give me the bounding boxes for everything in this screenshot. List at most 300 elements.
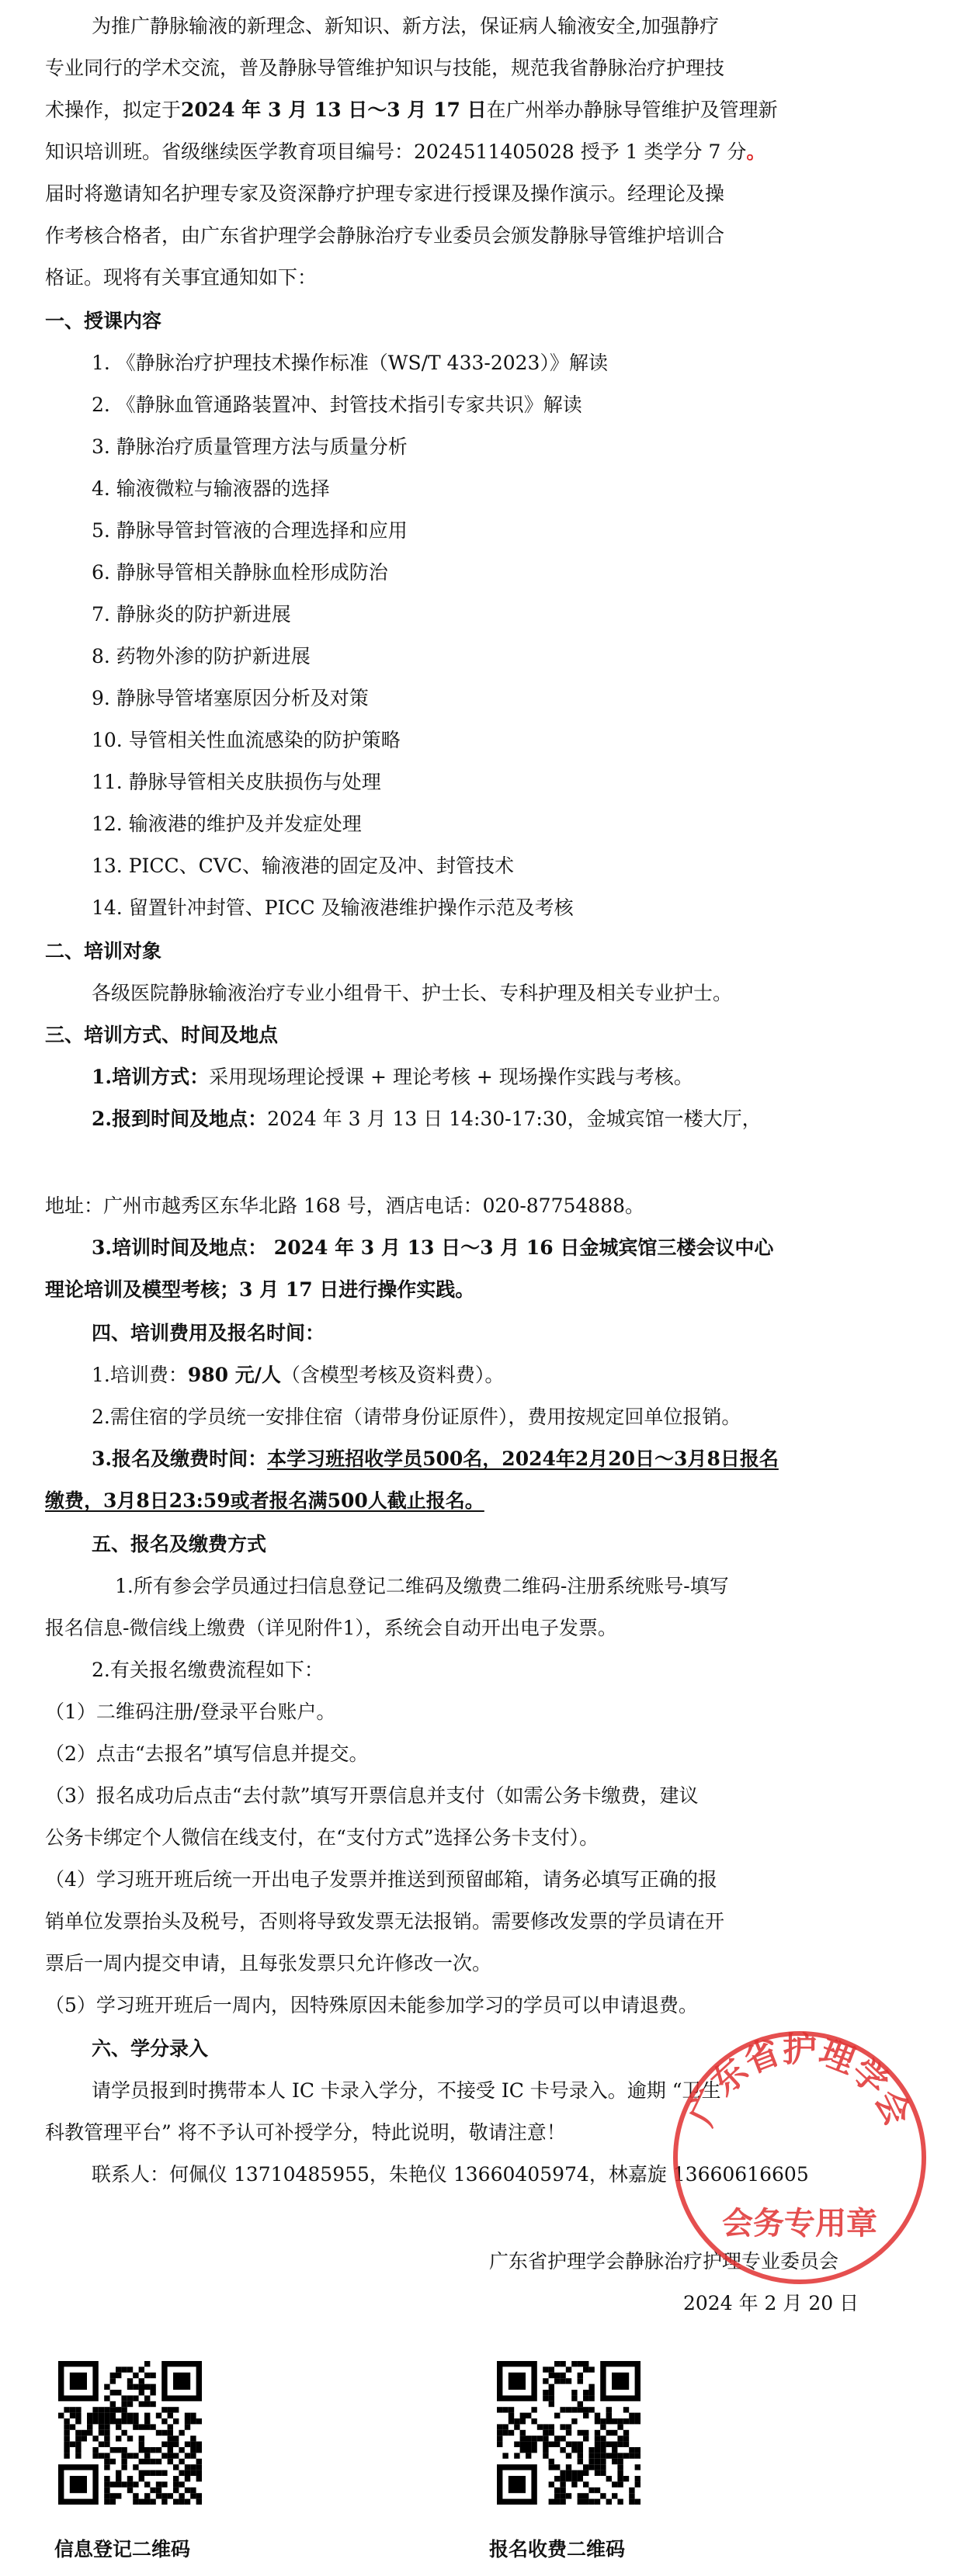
qr-module xyxy=(583,2390,588,2395)
qr-module xyxy=(127,2366,133,2372)
qr-module xyxy=(578,2361,583,2366)
qr-module xyxy=(566,2493,571,2498)
qr-module xyxy=(578,2378,583,2384)
qr-module xyxy=(110,2378,116,2384)
deadline-text: 本学习班招收学员500名，2024年2月20日～3月8日报名 xyxy=(267,1447,779,1470)
qr-module xyxy=(144,2361,150,2366)
qr-module xyxy=(70,2413,75,2418)
qr-module xyxy=(566,2453,571,2458)
qr-module xyxy=(571,2442,577,2447)
qr-module xyxy=(583,2366,588,2372)
qr-module xyxy=(549,2499,554,2505)
qr-module xyxy=(133,2413,138,2418)
qr-module xyxy=(156,2447,161,2453)
qr-module xyxy=(121,2447,127,2453)
qr-module xyxy=(549,2373,554,2378)
method-label: 1.培训方式： xyxy=(92,1066,210,1088)
qr-module xyxy=(606,2476,612,2481)
qr-module xyxy=(99,2407,104,2412)
qr-module xyxy=(127,2378,133,2384)
qr-module xyxy=(64,2442,69,2447)
qr-module xyxy=(116,2390,121,2395)
qr-module xyxy=(156,2459,161,2464)
qr-module xyxy=(190,2442,196,2447)
qr-module xyxy=(502,2407,508,2412)
qr-module xyxy=(560,2436,565,2441)
qr-module xyxy=(116,2493,121,2498)
qr-module xyxy=(588,2499,594,2505)
qr-code-payment xyxy=(497,2361,641,2505)
qr-module xyxy=(168,2413,173,2418)
qr-module xyxy=(537,2424,543,2429)
qr-module xyxy=(571,2447,577,2453)
qr-module xyxy=(635,2453,641,2458)
qr-module xyxy=(110,2401,116,2407)
qr-module xyxy=(173,2481,179,2487)
qr-module xyxy=(92,2407,98,2412)
qr-module xyxy=(185,2413,190,2418)
qr-module xyxy=(606,2407,612,2412)
intro-line: 格证。现将有关事宜通知如下： xyxy=(45,266,318,289)
credit-line: 科教管理平台” 将不予认可补授学分，特此说明，敬请注意！ xyxy=(45,2121,566,2144)
qr-module xyxy=(144,2499,150,2505)
qr-module xyxy=(549,2442,554,2447)
qr-module xyxy=(121,2401,127,2407)
qr-module xyxy=(520,2436,526,2441)
qr-module xyxy=(185,2442,190,2447)
qr-module xyxy=(595,2488,600,2493)
qr-finder-module xyxy=(612,2373,629,2390)
qr-module xyxy=(571,2361,577,2366)
qr-finder-module xyxy=(173,2373,190,2390)
qr-module xyxy=(185,2424,190,2429)
method-line xyxy=(92,1065,693,1090)
qr-module xyxy=(560,2407,565,2412)
qr-module xyxy=(623,2453,629,2458)
qr-module xyxy=(554,2476,560,2481)
qr-module xyxy=(121,2418,127,2424)
qr-module xyxy=(110,2499,116,2505)
qr-module xyxy=(629,2413,634,2418)
seal-top-text: 广东省护理学会 xyxy=(682,2030,918,2132)
qr-module xyxy=(588,2384,594,2390)
qr-module xyxy=(566,2476,571,2481)
qr-module xyxy=(161,2499,167,2505)
intro-line xyxy=(45,98,778,123)
step-line: （4）学习班开班后统一开出电子发票并推送到预留邮箱，请务必填写正确的报 xyxy=(45,1868,717,1891)
qr-module xyxy=(554,2464,560,2470)
qr-module xyxy=(179,2470,184,2476)
qr-finder-module xyxy=(70,2373,87,2390)
qr-module xyxy=(560,2361,565,2366)
qr-module xyxy=(110,2481,116,2487)
section-heading: 三、培训方式、时间及地点 xyxy=(45,1024,279,1046)
qr-module xyxy=(196,2442,202,2447)
qr-module xyxy=(150,2384,155,2390)
qr-module xyxy=(578,2407,583,2412)
step-line: （2）点击“去报名”填写信息并提交。 xyxy=(45,1742,369,1765)
qr-module xyxy=(127,2418,133,2424)
qr-module xyxy=(190,2413,196,2418)
qr-module xyxy=(144,2453,150,2458)
qr-module xyxy=(104,2453,109,2458)
list-item: 6. 静脉导管相关静脉血栓形成防治 xyxy=(92,561,388,584)
qr-module xyxy=(595,2442,600,2447)
qr-module xyxy=(623,2430,629,2436)
qr-module xyxy=(110,2373,116,2378)
qr-module xyxy=(595,2436,600,2441)
qr-module xyxy=(554,2373,560,2378)
section-heading: 六、学分录入 xyxy=(92,2037,209,2060)
qr-module xyxy=(566,2378,571,2384)
qr-module xyxy=(578,2373,583,2378)
qr-module xyxy=(560,2499,565,2505)
step-line: 销单位发票抬头及税号，否则将导致发票无法报销。需要修改发票的学员请在开 xyxy=(45,1910,725,1933)
qr-module xyxy=(196,2464,202,2470)
qr-module xyxy=(583,2395,588,2401)
qr-module xyxy=(139,2470,144,2476)
qr-module xyxy=(560,2470,565,2476)
train-line: 3.培训时间及地点： 2024 年 3 月 13 日～3 月 16 日金城宾馆三楼会议中心 xyxy=(92,1236,774,1259)
qr-module xyxy=(139,2384,144,2390)
qr-module xyxy=(617,2418,623,2424)
qr-module xyxy=(104,2464,109,2470)
qr-module xyxy=(497,2430,502,2436)
qr-module xyxy=(600,2424,606,2429)
qr-module xyxy=(502,2424,508,2429)
qr-module xyxy=(502,2430,508,2436)
qr-module xyxy=(520,2447,526,2453)
qr-module xyxy=(110,2407,116,2412)
section-heading: 五、报名及缴费方式 xyxy=(92,1533,267,1555)
qr-module xyxy=(606,2442,612,2447)
method-text: 采用现场理论授课 + 理论考核 + 现场操作实践与考核。 xyxy=(209,1066,693,1088)
fee-amount: 980 元/人 xyxy=(187,1364,281,1386)
qr-module xyxy=(87,2418,92,2424)
qr-module xyxy=(99,2418,104,2424)
step-line: （1）二维码注册/登录平台账户。 xyxy=(45,1701,336,1723)
qr-module xyxy=(179,2493,184,2498)
qr-module xyxy=(133,2499,138,2505)
qr-module xyxy=(127,2453,133,2458)
qr-module xyxy=(560,2476,565,2481)
qr-module xyxy=(509,2407,514,2412)
qr-module xyxy=(168,2436,173,2441)
signup-line: 报名信息-微信线上缴费（详见附件1），系统会自动开出电子发票。 xyxy=(45,1617,617,1639)
qr-module xyxy=(554,2436,560,2441)
course-dates: 2024 年 3 月 13 日～3 月 17 日 xyxy=(181,99,487,121)
address-line: 地址：广州市越秀区东华北路 168 号，酒店电话：020-87754888。 xyxy=(45,1194,645,1217)
qr-module xyxy=(139,2459,144,2464)
qr-module xyxy=(150,2424,155,2429)
official-seal-stamp xyxy=(668,2026,932,2290)
qr-module xyxy=(583,2407,588,2412)
qr-module xyxy=(588,2366,594,2372)
qr-module xyxy=(543,2436,548,2441)
qr-module xyxy=(566,2424,571,2429)
qr-module xyxy=(554,2413,560,2418)
intro-line xyxy=(45,140,765,165)
qr-module xyxy=(64,2436,69,2441)
qr-module xyxy=(571,2407,577,2412)
qr-module xyxy=(588,2447,594,2453)
qr-module xyxy=(144,2470,150,2476)
qr-module xyxy=(600,2436,606,2441)
qr-module xyxy=(92,2447,98,2453)
qr-module xyxy=(104,2499,109,2505)
qr-module xyxy=(173,2488,179,2493)
list-item: 9. 静脉导管堵塞原因分析及对策 xyxy=(92,687,369,709)
qr-module xyxy=(87,2424,92,2429)
qr-module xyxy=(623,2407,629,2412)
qr-module xyxy=(549,2395,554,2401)
qr-module xyxy=(617,2470,623,2476)
qr-module xyxy=(139,2424,144,2429)
qr-module xyxy=(583,2464,588,2470)
qr-module xyxy=(64,2453,69,2458)
qr-module xyxy=(617,2464,623,2470)
qr-module xyxy=(509,2413,514,2418)
step-line: （5）学习班开班后一周内，因特殊原因未能参加学习的学员可以申请退费。 xyxy=(45,1994,698,2016)
qr-module xyxy=(121,2407,127,2412)
qr-module xyxy=(139,2366,144,2372)
qr-module xyxy=(168,2459,173,2464)
qr-module xyxy=(168,2424,173,2429)
qr-module xyxy=(520,2442,526,2447)
qr-module xyxy=(179,2499,184,2505)
qr-module xyxy=(156,2488,161,2493)
qr-module xyxy=(531,2418,536,2424)
qr-module xyxy=(196,2447,202,2453)
qr-module xyxy=(623,2442,629,2447)
qr-module xyxy=(139,2436,144,2441)
qr-label-registration: 信息登记二维码 xyxy=(54,2538,191,2560)
report-label: 2.报到时间及地点： xyxy=(92,1108,268,1130)
qr-module xyxy=(566,2442,571,2447)
qr-finder-module xyxy=(70,2476,87,2493)
qr-module xyxy=(612,2430,617,2436)
qr-module xyxy=(156,2430,161,2436)
qr-module xyxy=(583,2481,588,2487)
qr-module xyxy=(104,2442,109,2447)
qr-module xyxy=(635,2499,641,2505)
qr-module xyxy=(543,2453,548,2458)
qr-module xyxy=(173,2464,179,2470)
qr-module xyxy=(635,2447,641,2453)
qr-module xyxy=(173,2453,179,2458)
qr-module xyxy=(571,2481,577,2487)
qr-module xyxy=(566,2470,571,2476)
step-line: （3）报名成功后点击“去付款”填写开票信息并支付（如需公务卡缴费，建议 xyxy=(45,1784,699,1807)
qr-module xyxy=(549,2424,554,2429)
qr-module xyxy=(571,2418,577,2424)
qr-module xyxy=(190,2493,196,2498)
qr-module xyxy=(588,2488,594,2493)
qr-module xyxy=(133,2481,138,2487)
qr-module xyxy=(161,2442,167,2447)
qr-module xyxy=(606,2430,612,2436)
qr-module xyxy=(144,2395,150,2401)
qr-module xyxy=(606,2418,612,2424)
qr-module xyxy=(190,2488,196,2493)
section-heading: 四、培训费用及报名时间： xyxy=(92,1322,325,1344)
fee-note: （含模型考核及资料费）。 xyxy=(280,1364,505,1386)
qr-module xyxy=(75,2436,81,2441)
qr-module xyxy=(150,2447,155,2453)
qr-module xyxy=(92,2436,98,2441)
qr-module xyxy=(537,2436,543,2441)
qr-module xyxy=(185,2470,190,2476)
qr-module xyxy=(87,2413,92,2418)
qr-module xyxy=(104,2384,109,2390)
intro-line: 届时将邀请知名护理专家及资深静疗护理专家进行授课及操作演示。经理论及操 xyxy=(45,182,725,205)
qr-module xyxy=(104,2493,109,2498)
qr-module xyxy=(116,2481,121,2487)
qr-module xyxy=(179,2447,184,2453)
qr-module xyxy=(520,2413,526,2418)
qr-module xyxy=(560,2424,565,2429)
qr-module xyxy=(623,2418,629,2424)
qr-module xyxy=(606,2499,612,2505)
qr-module xyxy=(196,2493,202,2498)
qr-module xyxy=(75,2430,81,2436)
qr-module xyxy=(173,2418,179,2424)
qr-module xyxy=(595,2430,600,2436)
qr-module xyxy=(104,2481,109,2487)
list-item: 8. 药物外渗的防护新进展 xyxy=(92,645,311,667)
intro-line: 为推广静脉输液的新理念、新知识、新方法，保证病人输液安全,加强静疗 xyxy=(92,15,719,37)
qr-module xyxy=(566,2430,571,2436)
qr-module xyxy=(566,2366,571,2372)
qr-module xyxy=(64,2430,69,2436)
intro-line: 作考核合格者，由广东省护理学会静脉治疗专业委员会颁发静脉导管维护培训合 xyxy=(45,224,725,247)
qr-module xyxy=(629,2453,634,2458)
qr-module xyxy=(497,2442,502,2447)
qr-module xyxy=(520,2418,526,2424)
qr-module xyxy=(64,2424,69,2429)
qr-module xyxy=(168,2430,173,2436)
list-item: 12. 输液港的维护及并发症处理 xyxy=(92,813,362,835)
qr-module xyxy=(116,2418,121,2424)
qr-module xyxy=(116,2407,121,2412)
qr-module xyxy=(133,2384,138,2390)
qr-module xyxy=(600,2459,606,2464)
qr-module xyxy=(629,2488,634,2493)
qr-module xyxy=(526,2453,531,2458)
qr-module xyxy=(144,2384,150,2390)
qr-module xyxy=(150,2373,155,2378)
qr-module xyxy=(549,2390,554,2395)
qr-module xyxy=(583,2493,588,2498)
qr-module xyxy=(635,2464,641,2470)
qr-module xyxy=(600,2470,606,2476)
qr-module xyxy=(588,2453,594,2458)
qr-module xyxy=(139,2401,144,2407)
list-item: 5. 静脉导管封管液的合理选择和应用 xyxy=(92,519,408,542)
qr-module xyxy=(600,2418,606,2424)
qr-module xyxy=(75,2447,81,2453)
qr-module xyxy=(121,2481,127,2487)
qr-code-registration xyxy=(58,2361,202,2505)
qr-module xyxy=(554,2442,560,2447)
qr-module xyxy=(70,2424,75,2429)
qr-module xyxy=(531,2447,536,2453)
qr-module xyxy=(583,2361,588,2366)
qr-module xyxy=(543,2395,548,2401)
qr-module xyxy=(64,2407,69,2412)
list-item: 11. 静脉导管相关皮肤损伤与处理 xyxy=(92,771,381,793)
qr-module xyxy=(104,2488,109,2493)
qr-module xyxy=(583,2470,588,2476)
qr-module xyxy=(139,2442,144,2447)
qr-module xyxy=(560,2481,565,2487)
qr-module xyxy=(190,2464,196,2470)
qr-module xyxy=(578,2401,583,2407)
qr-module xyxy=(104,2436,109,2441)
qr-module xyxy=(595,2418,600,2424)
qr-module xyxy=(179,2481,184,2487)
qr-module xyxy=(595,2470,600,2476)
qr-module xyxy=(168,2493,173,2498)
lodging-line: 2.需住宿的学员统一安排住宿（请带身份证原件），费用按规定回单位报销。 xyxy=(92,1406,741,1428)
qr-module xyxy=(566,2407,571,2412)
list-item: 2. 《静脉血管通路装置冲、封管技术指引专家共识》解读 xyxy=(92,394,582,416)
signature-org: 广东省护理学会静脉治疗护理专业委员会 xyxy=(489,2250,839,2273)
qr-module xyxy=(168,2447,173,2453)
qr-module xyxy=(144,2424,150,2429)
qr-module xyxy=(173,2436,179,2441)
qr-module xyxy=(116,2447,121,2453)
qr-module xyxy=(156,2413,161,2418)
qr-module xyxy=(560,2378,565,2384)
qr-module xyxy=(156,2470,161,2476)
qr-module xyxy=(560,2488,565,2493)
qr-module xyxy=(588,2464,594,2470)
qr-module xyxy=(190,2453,196,2458)
qr-module xyxy=(617,2424,623,2429)
qr-module xyxy=(121,2453,127,2458)
qr-module xyxy=(75,2418,81,2424)
qr-module xyxy=(554,2378,560,2384)
signup-line: 1.所有参会学员通过扫信息登记二维码及缴费二维码-注册系统账号-填写 xyxy=(115,1575,729,1597)
qr-module xyxy=(144,2493,150,2498)
qr-module xyxy=(58,2413,64,2418)
qr-module xyxy=(185,2464,190,2470)
report-text: 2024 年 3 月 13 日 14:30-17:30，金城宾馆一楼大厅， xyxy=(267,1108,762,1130)
qr-module xyxy=(75,2407,81,2412)
qr-module xyxy=(554,2493,560,2498)
qr-module xyxy=(531,2442,536,2447)
qr-module xyxy=(110,2390,116,2395)
qr-module xyxy=(139,2499,144,2505)
qr-module xyxy=(588,2395,594,2401)
deadline-label: 3.报名及缴费时间： xyxy=(92,1447,268,1470)
qr-module xyxy=(578,2493,583,2498)
step-line: 票后一周内提交申请，且每张发票只允许修改一次。 xyxy=(45,1952,492,1974)
qr-module xyxy=(104,2476,109,2481)
qr-module xyxy=(116,2424,121,2429)
qr-module xyxy=(150,2401,155,2407)
qr-module xyxy=(617,2459,623,2464)
qr-module xyxy=(150,2390,155,2395)
qr-module xyxy=(600,2464,606,2470)
qr-module xyxy=(116,2470,121,2476)
contact-line: 联系人：何佩仪 13710485955，朱艳仪 13660405974，林嘉旋 13660616605 xyxy=(92,2163,809,2186)
qr-module xyxy=(583,2499,588,2505)
qr-module xyxy=(549,2401,554,2407)
qr-module xyxy=(150,2499,155,2505)
qr-module xyxy=(127,2401,133,2407)
